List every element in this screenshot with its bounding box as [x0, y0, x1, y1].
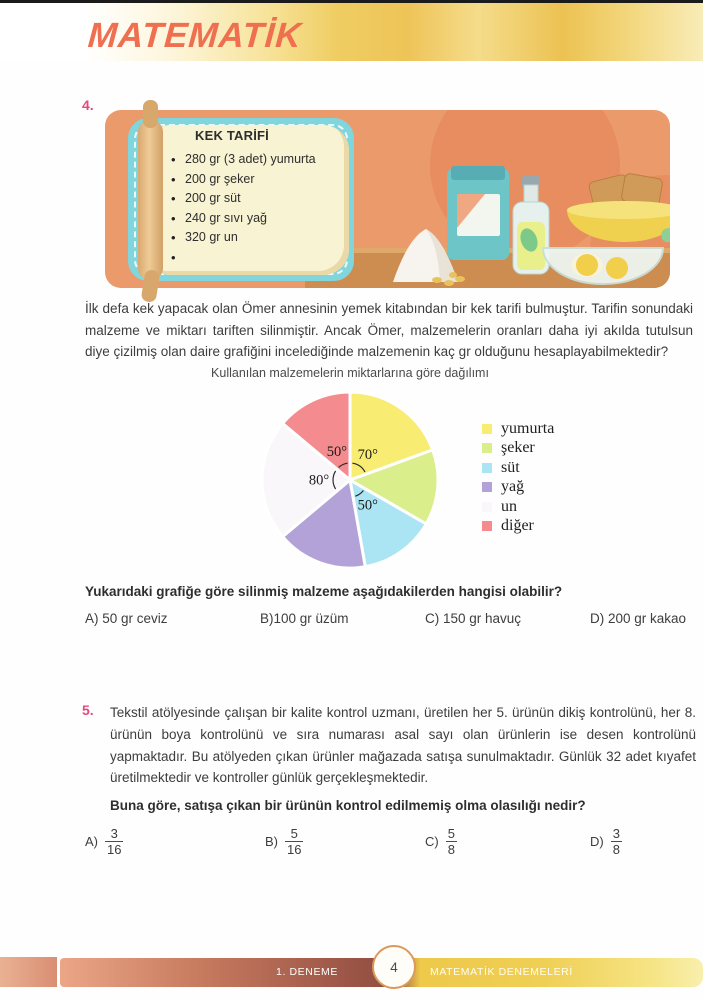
subject-logo: MATEMATİK	[86, 16, 304, 55]
flour-bag	[447, 166, 509, 260]
fraction: $\frac{5}{16}$	[287, 826, 302, 858]
question-4-number: 4.	[82, 97, 94, 113]
question-4-paragraph: İlk defa kek yapacak olan Ömer annesinin yemek kitabından bir kek tarifi bulmuştur. Tarifin sonundaki malzeme ve miktarı tariften silinmiştir. Ancak Ömer, malzemelerin oranları daha iyi akılda tutulsun diye çizilmiş olan daire grafiğini incelediğinde malzemenin kaç gr olduğunu hesaplayabilmektedir?	[85, 301, 693, 359]
bullet-icon: •	[171, 171, 176, 187]
question-5-paragraph: Tekstil atölyesinde çalışan bir kalite kontrol uzmanı, üretilen her 5. ürünün dikiş kontrolünü, her 8. ürünün boya kontrolünü ve sıra numarası asal sayı olan ürünlerin ise desen kontrolünü yapmaktadır. Bu atölyeden çıkan ürünler mağazada satışa sunulmaktadır. Günlük 32 adet kıyafet üretilmektedir ve kontroller günlük gerçekleşmektedir.	[110, 705, 696, 786]
recipe-item: • 280 gr (3 adet) yumurta	[171, 150, 353, 170]
rolling-pin	[138, 120, 163, 280]
pie-chart	[250, 380, 450, 580]
recipe-item: • 240 gr sıvı yağ	[171, 209, 353, 229]
legend-swatch-sut	[482, 463, 492, 473]
fraction: $\frac{3}{8}$	[612, 826, 620, 858]
bullet-icon: •	[171, 191, 176, 206]
angle-label: 80°	[308, 472, 330, 489]
legend-swatch-yumurta	[482, 424, 492, 434]
option-a[interactable]: A) 50 gr ceviz	[85, 611, 168, 626]
recipe-text	[171, 128, 353, 267]
option-d[interactable]: D) 200 gr kakao	[590, 611, 687, 626]
angle-label: 70°	[357, 446, 378, 463]
recipe-list	[171, 150, 353, 267]
footer-exam-label: 1. DENEME	[276, 966, 338, 978]
fraction: $\frac{3}{16}$	[107, 826, 122, 858]
legend-item: süt	[482, 458, 554, 478]
angle-label: 50°	[326, 444, 348, 461]
recipe-title: KEK TARİFİ	[195, 128, 269, 143]
legend-item: un	[482, 497, 554, 517]
legend-item: yumurta	[482, 419, 554, 439]
angle-label: 50°	[357, 497, 378, 514]
recipe-item: • 200 gr süt	[171, 189, 353, 209]
option-d[interactable]: D) $\frac{3}{8}$	[590, 826, 620, 858]
milk-bottle	[671, 190, 703, 282]
bullet-icon: •	[171, 210, 176, 226]
option-b[interactable]: B)100 gr üzüm	[260, 611, 349, 626]
legend-swatch-seker	[482, 443, 492, 453]
recipe-item: • 200 gr şeker	[171, 170, 353, 190]
question-5-options	[85, 826, 696, 857]
question-5	[82, 702, 696, 857]
chart-legend	[482, 419, 554, 536]
recipe-item-erased	[171, 248, 353, 268]
page-number: 4	[390, 959, 398, 975]
legend-swatch-un	[482, 502, 492, 512]
option-c[interactable]: C) $\frac{5}{8}$	[425, 826, 455, 858]
option-b[interactable]: B) $\frac{5}{16}$	[265, 826, 302, 858]
recipe-item: • 320 gr un	[171, 228, 353, 248]
legend-item: diğer	[482, 517, 554, 537]
question-4-options	[85, 611, 697, 626]
legend-item: yağ	[482, 478, 554, 498]
recipe-figure	[105, 110, 670, 288]
option-c[interactable]: C) 150 gr havuç	[425, 611, 522, 626]
legend-swatch-yag	[482, 482, 492, 492]
question-5-number: 5.	[82, 702, 94, 718]
option-a[interactable]: A) $\frac{3}{16}$	[85, 826, 122, 858]
footer-book-label: MATEMATİK DENEMELERİ	[430, 966, 573, 978]
bullet-icon: •	[171, 230, 176, 245]
bullet-icon: •	[171, 152, 176, 167]
footer-edge-tab	[0, 957, 57, 987]
chart-title: Kullanılan malzemelerin miktarlarına göre dağılımı	[211, 366, 489, 380]
bullet-icon: •	[171, 249, 176, 265]
rolling-pin-handle	[143, 100, 158, 128]
question-4-stem: Yukarıdaki grafiğe göre silinmiş malzeme aşağıdakilerden hangisi olabilir?	[85, 584, 563, 599]
legend-swatch-diger	[482, 521, 492, 531]
question-5-stem: Buna göre, satışa çıkan bir ürünün kontrol edilmemiş olma olasılığı nedir?	[110, 798, 586, 814]
page-number-badge	[372, 945, 416, 989]
fraction: $\frac{5}{8}$	[447, 826, 455, 858]
legend-item: şeker	[482, 439, 554, 459]
